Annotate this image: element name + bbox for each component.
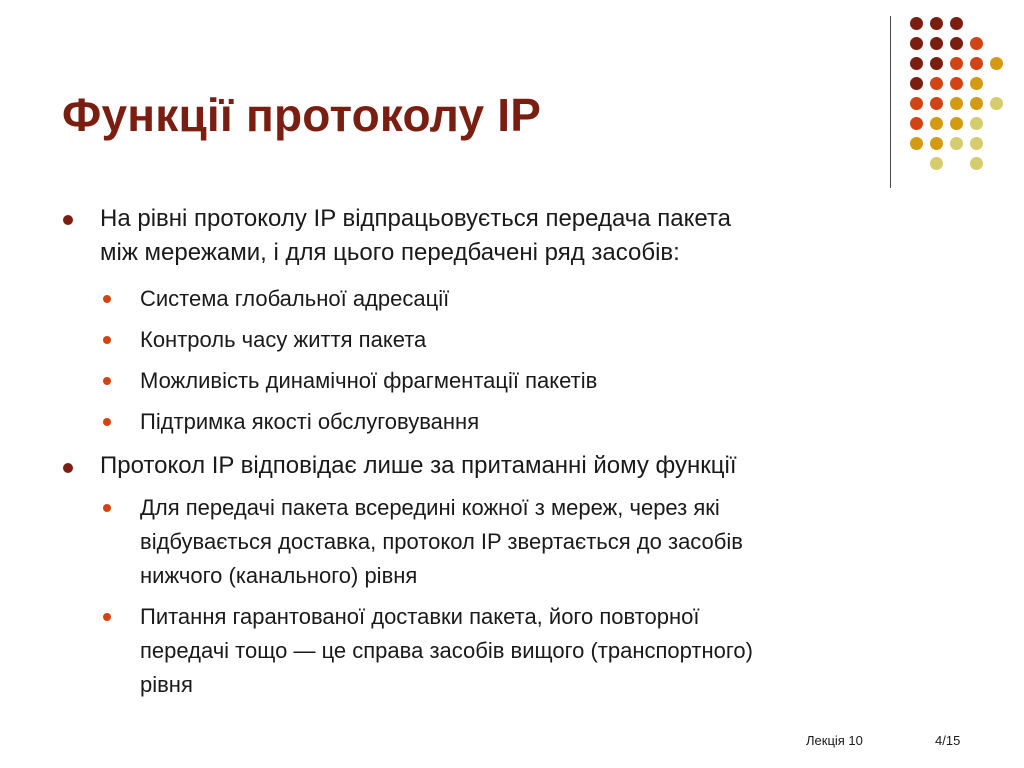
bullet-icon [63,463,73,473]
sub-bullet-1-2: Контроль часу життя пакета [140,327,427,352]
sub-bullet-2-1-line-2: відбувається доставка, протокол IP звертається до засобів [140,529,743,554]
bullet-icon [63,215,73,225]
sub-bullet-1-3: Можливість динамічної фрагментації пакетів [140,368,598,393]
sub-bullet-2-2-line-3: рівня [140,672,193,697]
sub-bullet-icon [103,418,111,426]
footer-page-number: 4/15 [935,733,961,748]
sub-bullet-2-1-line-1: Для передачі пакета всередині кожної з мереж, через які [140,495,720,520]
sub-bullet-icon [103,504,111,512]
sub-bullet-1-4: Підтримка якості обслуговування [140,409,480,434]
footer-lecture: Лекція 10 [806,733,863,748]
bullet-1-line-1: На рівні протоколу IP відпрацьовується передача пакета [100,205,732,232]
sub-bullet-2-1-line-3: нижчого (канального) рівня [140,563,418,588]
sub-bullet-icon [103,295,111,303]
bullet-2-line-1: Протокол IP відповідає лише за притаманні йому функції [100,452,737,479]
bullet-1-line-2: між мережами, і для цього передбачені ряд засобів: [100,239,680,266]
sub-bullet-icon [103,377,111,385]
sub-bullet-icon [103,336,111,344]
slide-title: Функції протоколу IP [62,89,542,141]
sub-bullet-2-2-line-1: Питання гарантованої доставки пакета, його повторної [140,604,700,629]
sub-bullet-2-2-line-2: передачі тощо — це справа засобів вищого (транспортного) [140,638,753,663]
sub-bullet-icon [103,613,111,621]
sub-bullet-1-1: Система глобальної адресації [140,286,450,311]
